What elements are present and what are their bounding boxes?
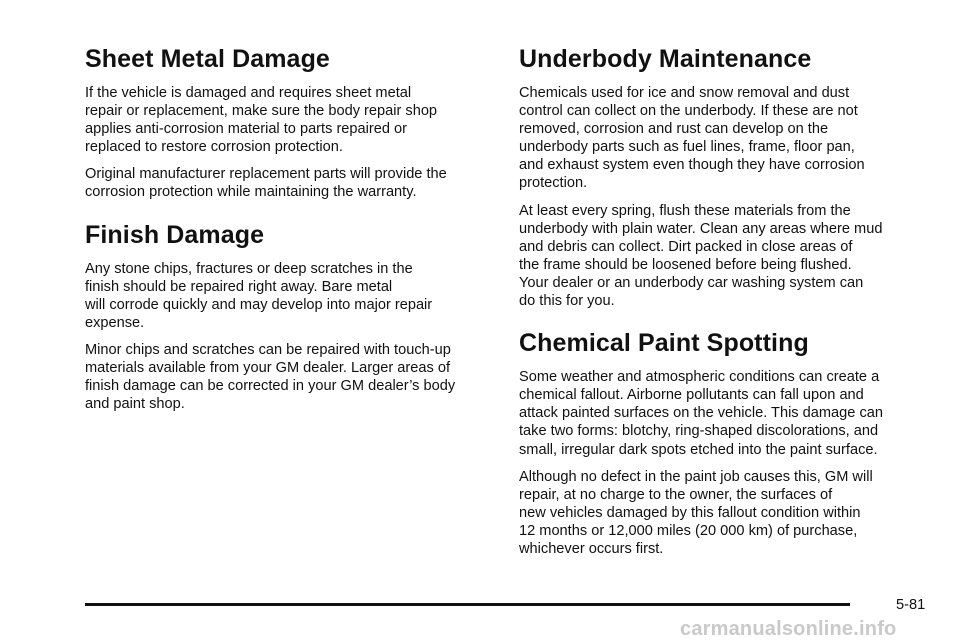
page-number: 5-81 xyxy=(896,597,926,613)
heading-underbody-maintenance: Underbody Maintenance xyxy=(519,45,812,73)
paragraph-chemical-1: Some weather and atmospheric conditions can create a chemical fallout. Airborne pollutants can fall upon and attack painted surfaces on the vehicle. This damage can take two forms: blotchy, ring-shaped discolorations, and small, irregular dark spots etched into the paint surface. xyxy=(519,369,883,458)
paragraph-sheet-metal-2: Original manufacturer replacement parts will provide the corrosion protection while maintaining the warranty. xyxy=(85,166,447,201)
heading-finish-damage: Finish Damage xyxy=(85,220,265,249)
paragraph-finish-1: Any stone chips, fractures or deep scratches in the finish should be repaired right away. Bare metal will corrode quickly and may develop into major repair expense. xyxy=(85,260,433,331)
right-column xyxy=(519,40,929,558)
watermark-text: carmanualsonline.info xyxy=(680,618,897,640)
paragraph-chemical-2: Although no defect in the paint job causes this, GM will repair, at no charge to the owner, the surfaces of new vehicles damaged by this fallout condition within 12 months or 12,000 miles (20 000 km) of purchase, whichever occurs first. xyxy=(519,468,873,557)
paragraph-underbody-1: Chemicals used for ice and snow removal and dust control can collect on the underbody. If these are not removed, corrosion and rust can develop on the underbody parts such as fuel lines, frame, floor pan, and exhaust system even though they have corrosion protection. xyxy=(519,85,865,192)
left-column xyxy=(85,40,490,413)
paragraph-sheet-metal-1: If the vehicle is damaged and requires sheet metal repair or replacement, make sure the body repair shop applies anti-corrosion material to parts repaired or replaced to restore corrosion protection. xyxy=(85,85,438,156)
footer-rule xyxy=(85,603,850,606)
heading-chemical-paint-spotting: Chemical Paint Spotting xyxy=(519,329,809,358)
paragraph-underbody-2: At least every spring, flush these materials from the underbody with plain water. Clean any areas where mud and debris can collect. Dirt packed in close areas of the frame should be loosened before being flushed. Your dealer or an underbody car washing system can do this for you. xyxy=(519,202,883,310)
paragraph-finish-2: Minor chips and scratches can be repaired with touch-up materials available from your GM dealer. Larger areas of finish damage can be corrected in your GM dealer’s body and paint shop. xyxy=(85,341,456,413)
heading-sheet-metal-damage: Sheet Metal Damage xyxy=(85,45,330,73)
